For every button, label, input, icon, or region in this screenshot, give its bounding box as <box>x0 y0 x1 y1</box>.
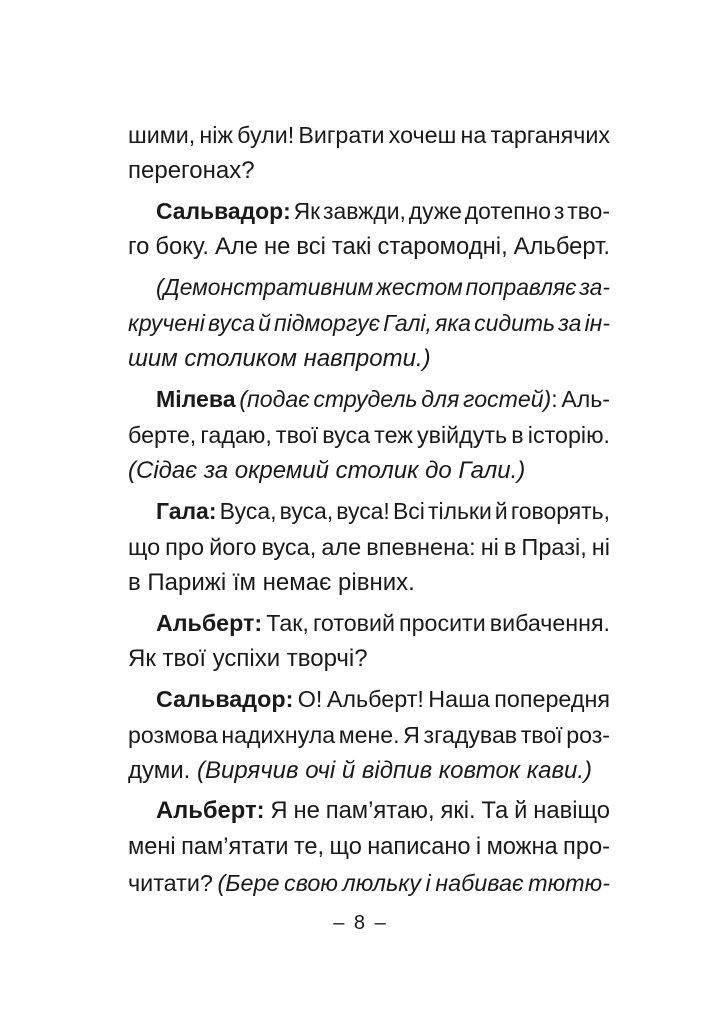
text-run: шими, ніж були! Виграти хочеш на тарганячих <box>128 122 610 148</box>
text-line <box>128 565 610 601</box>
speaker-name: Альберт: <box>156 610 263 636</box>
text-run: го боку. Але не всі такі старомодні, Альберт. <box>128 233 610 260</box>
page-number: – 8 – <box>333 912 388 934</box>
speaker-name: Сальвадор: <box>156 198 291 224</box>
text-line <box>128 381 610 417</box>
text-run: : Аль- <box>551 386 610 412</box>
stage-direction-line <box>128 269 610 305</box>
text-line <box>128 681 610 717</box>
text-line <box>128 605 610 641</box>
text-run: в Парижі їм немає рівних. <box>128 569 415 596</box>
text-line <box>128 829 610 865</box>
text-run: О! Альберт! Наша попередня <box>293 686 610 712</box>
stage-direction: (Вирячив очі й відпив ковток кави.) <box>196 757 592 784</box>
text-line <box>128 229 610 265</box>
stage-direction: (подає струдель для гостей) <box>235 386 552 412</box>
text-run: розмова надихнула мене. Я згадував твої роз- <box>128 722 610 748</box>
text-run: Вуса, вуса, вуса! Всі тільки й говорять, <box>216 498 610 524</box>
speaker-name: Альберт: <box>156 797 265 824</box>
text-run: Як завжди, дуже дотепно з тво- <box>290 198 610 224</box>
speaker-name: Мілева <box>156 386 236 412</box>
text-line <box>128 529 610 565</box>
text-line <box>128 865 610 901</box>
stage-direction: (Демонстративним жестом поправляє за- <box>156 274 610 300</box>
text-run: думи. <box>128 757 197 784</box>
text-line <box>128 753 610 789</box>
text-line <box>128 153 610 189</box>
stage-direction: шим столиком навпроти.) <box>128 345 431 372</box>
stage-direction-line <box>128 305 610 341</box>
text-line <box>128 793 610 829</box>
text-run: Як твої успіхи творчі? <box>128 645 368 672</box>
text-line <box>128 193 610 229</box>
text-run: що про його вуса, але впевнена: ні в Празі, ні <box>128 534 610 560</box>
stage-direction-line <box>128 453 610 489</box>
speaker-name: Гала: <box>156 498 217 524</box>
stage-direction: (Бере свою люльку і набиває тютю- <box>217 870 610 896</box>
text-run: мені пам’ятати те, що написано і можна про- <box>128 834 610 860</box>
text-run: читати? <box>128 870 218 896</box>
text-line <box>128 717 610 753</box>
document-page <box>128 0 610 1024</box>
text-line <box>128 117 610 153</box>
text-run: перегонах? <box>128 157 255 184</box>
text-line <box>128 641 610 677</box>
stage-direction-line <box>128 341 610 377</box>
text-run: Я не пам’ятаю, які. Та й навіщо <box>264 797 610 824</box>
text-line <box>128 493 610 529</box>
stage-direction: кручені вуса й підморгує Галі, яка сидить за ін- <box>128 310 610 336</box>
text-run: Так, готовий просити вибачення. <box>262 610 610 636</box>
stage-direction: (Сідає за окремий столик до Гали.) <box>128 457 526 484</box>
speaker-name: Сальвадор: <box>156 686 294 712</box>
text-run: берте, гадаю, твої вуса теж увійдуть в історію. <box>128 422 610 448</box>
text-line <box>128 417 610 453</box>
